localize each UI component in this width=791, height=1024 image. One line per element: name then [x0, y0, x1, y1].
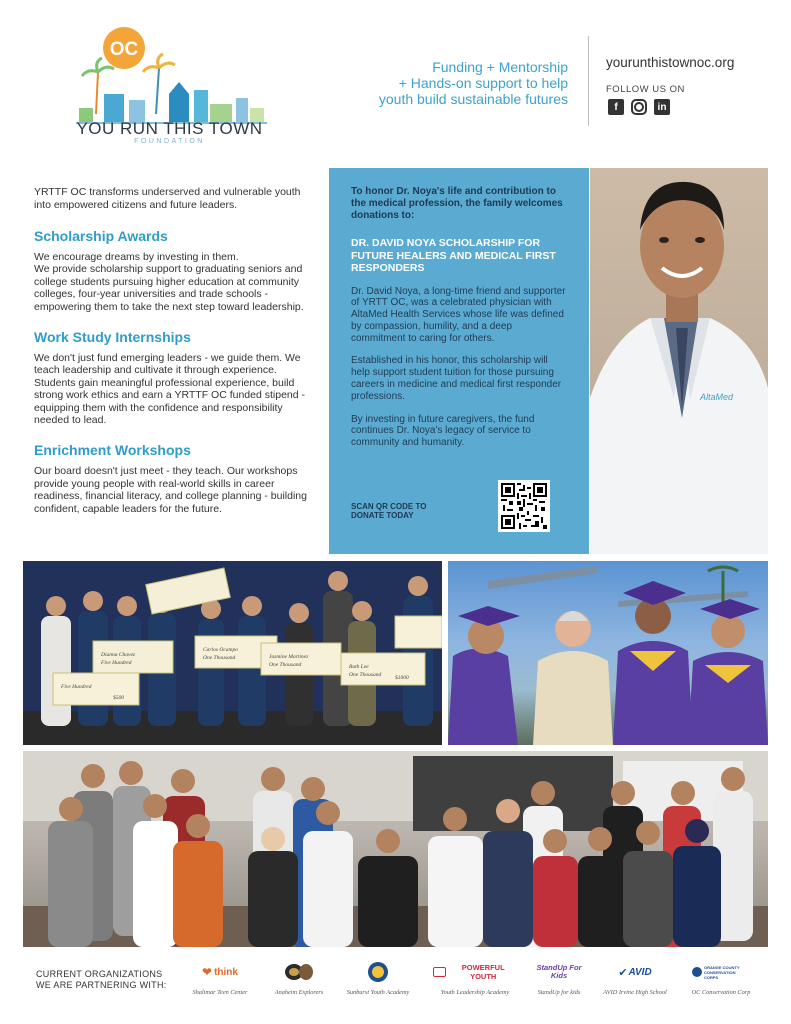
partner-name: AVID Irvine High School — [603, 989, 667, 996]
section-title-scholarship: Scholarship Awards — [34, 228, 168, 244]
partner-oc-conservation — [682, 960, 760, 996]
facebook-icon[interactable]: f — [608, 99, 624, 115]
check-amount: One Thousand — [269, 662, 302, 668]
partner-youth-leadership — [433, 960, 517, 996]
donate-qr-code[interactable] — [498, 480, 550, 532]
programs-column — [34, 186, 319, 515]
panel-intro: To honor Dr. Noya's life and contribution to the medical profession, the family welcomes donations to: — [351, 186, 563, 221]
logo-title: YOU RUN THIS TOWN — [76, 119, 263, 138]
check-name: Carlos Ocampo — [203, 647, 238, 653]
check-amount: Five Hundred — [61, 684, 92, 690]
section-line: Our board doesn't just meet - they teach. Our workshops provide young people with real-world skills in career readiness, financial literacy, and college planning - building confident, capable leaders for the future. — [34, 465, 307, 515]
linkedin-icon[interactable]: in — [654, 99, 670, 115]
avid-logo — [598, 960, 672, 984]
partner-standup — [527, 960, 591, 996]
website-link[interactable]: yourunthistownoc.org — [606, 55, 735, 70]
section-body-scholarship — [34, 251, 319, 313]
tagline-line: Funding + Mentorship — [432, 59, 568, 75]
partner-logo-text: think — [214, 966, 238, 978]
panel-title: DR. DAVID NOYA SCHOLARSHIP FOR FUTURE HEALERS AND MEDICAL FIRST RESPONDERS — [351, 237, 556, 274]
check-amount: Five Hundred — [101, 660, 132, 666]
social-links — [608, 99, 670, 115]
partner-sunburst — [340, 960, 416, 996]
conservation-emblem-icon — [692, 967, 702, 977]
partner-name: OC Conservation Corp — [691, 989, 751, 996]
dr-noya-portrait — [590, 168, 768, 554]
tagline-line: youth build sustainable futures — [378, 91, 568, 107]
partner-anaheim-explorers — [265, 960, 333, 996]
altamed-badge: AltaMed — [700, 392, 734, 402]
check-name: Dianna Chavez — [101, 652, 136, 658]
shalimar-logo — [187, 960, 253, 984]
section-body-internships — [34, 352, 319, 426]
header-divider — [588, 36, 589, 126]
photo-check-presentation — [23, 561, 442, 745]
photo-workshop-group — [23, 751, 768, 947]
logo-subtitle: FOUNDATION — [134, 138, 205, 145]
check-amount: One Thousand — [203, 655, 236, 661]
partner-logo-text: StandUp For Kids — [536, 963, 582, 980]
book-icon — [433, 967, 446, 977]
partner-name: Shalimar Teen Center — [192, 989, 248, 996]
partner-shalimar — [187, 960, 253, 996]
partner-name: Sunburst Youth Academy — [346, 989, 410, 996]
avid-mark-icon: ✔ — [618, 966, 628, 979]
partners-label: CURRENT ORGANIZATIONS WE ARE PARTNERING WITH: — [36, 969, 167, 990]
sunburst-logo — [340, 960, 416, 984]
partner-name: Anaheim Explorers — [274, 989, 324, 996]
check-amount: One Thousand — [349, 672, 382, 678]
panel-paragraph: Established in his honor, this scholarship will help support student tuition for those pursuing careers in medicine and medical first responder professions. — [351, 355, 562, 402]
photo-graduates — [448, 561, 768, 745]
powerful-youth-logo — [433, 960, 517, 984]
anaheim-explorers-logo — [265, 960, 333, 984]
tagline-line: + Hands-on support to help — [398, 75, 568, 91]
scholarship-panel — [329, 168, 589, 554]
follow-label: FOLLOW US ON — [606, 84, 685, 95]
panel-paragraph: By investing in future caregivers, the fund continues Dr. Noya's legacy of service to community and humanity. — [351, 413, 535, 449]
heart-icon: ❤ — [202, 965, 213, 979]
partner-logo-text: ORANGE COUNTY CONSERVATION CORPS — [704, 964, 740, 980]
partner-logo-text: POWERFUL YOUTH — [461, 963, 505, 981]
partner-logo-text: AVID — [628, 966, 652, 978]
section-title-internships: Work Study Internships — [34, 329, 191, 346]
partner-avid — [598, 960, 672, 996]
section-body-workshops — [34, 465, 319, 515]
check-value: $1000 — [395, 675, 409, 681]
partner-name: Youth Leadership Academy — [440, 989, 510, 996]
check-value: $500 — [113, 695, 124, 701]
scan-label: SCAN QR CODE TO DONATE TODAY — [351, 502, 427, 520]
section-line: We provide scholarship support to graduating seniors and college students pursuing higher education at community colleges, four-year universities and trade schools - empowering them to take the next step toward leadership. — [34, 263, 304, 313]
oc-conservation-logo — [682, 960, 760, 984]
check-name: Ruth Lee — [349, 664, 369, 670]
intro-text: YRTTF OC transforms underserved and vulnerable youth into empowered citizens and future leaders. — [34, 186, 301, 211]
partner-name: StandUp for kids — [537, 989, 581, 996]
instagram-icon[interactable] — [631, 99, 647, 115]
panel-paragraph: Dr. David Noya, a long-time friend and supporter of YRTT OC, was a celebrated physician with AltaMed Health Services whose life was defined by compassion, humility, and a deep commitment to caring for others. — [351, 285, 566, 344]
section-line: We encourage dreams by investing in them. — [34, 251, 239, 263]
logo-badge-text: OC — [109, 39, 139, 60]
check-name: Jasmine Martinez — [269, 654, 309, 660]
section-title-workshops: Enrichment Workshops — [34, 442, 191, 459]
section-line: We don't just fund emerging leaders - we guide them. We teach leadership and cultivate it through experience. Students gain meaningful professional experience, build strong work ethics and earn a YRTTF OC funded stipend - equipping them with the confidence and responsibility needed to lead. — [34, 352, 305, 427]
standup-logo — [527, 960, 591, 984]
tagline — [328, 59, 568, 107]
